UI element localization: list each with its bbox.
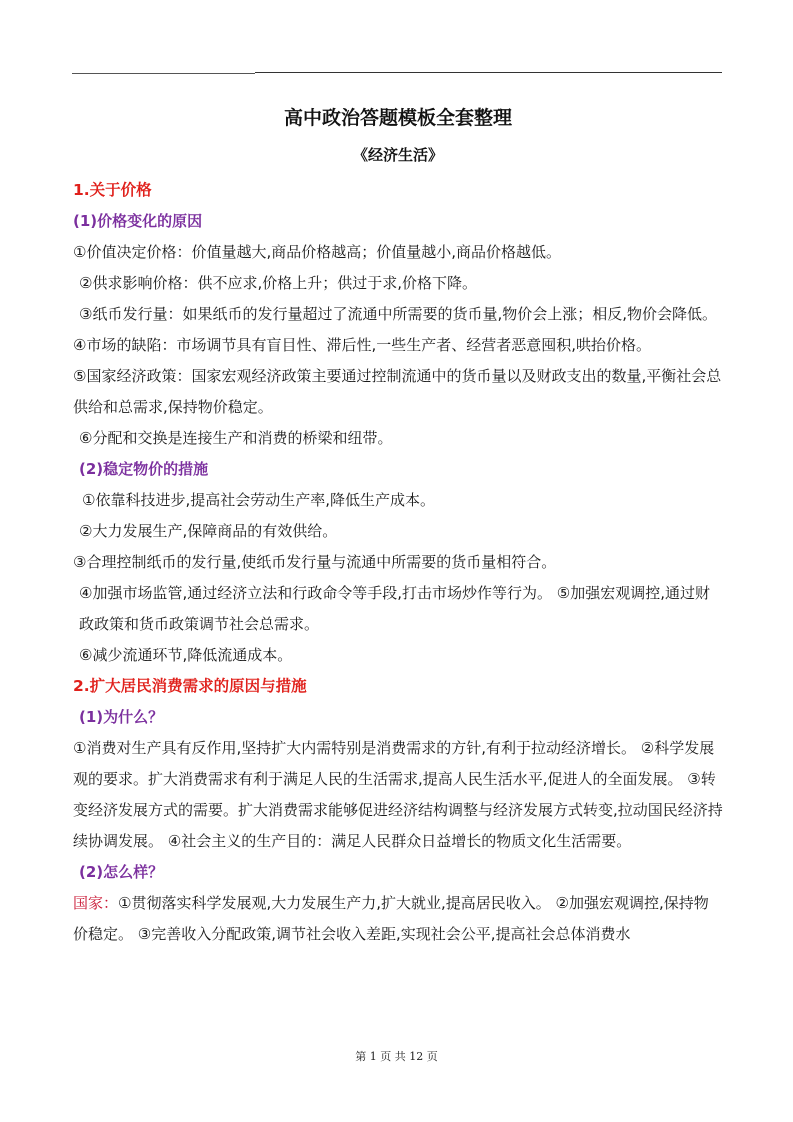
- document-subtitle: 《经济生活》: [352, 146, 443, 164]
- header-rule-right: [255, 72, 722, 73]
- section-2-subheading-2: (2)怎么样？: [79, 863, 164, 881]
- price-cause-1: ①价值决定价格：价值量越大,商品价格越高；价值量越小,商品价格越低。: [73, 243, 561, 261]
- consumption-measures-state: [73, 888, 723, 950]
- section-1-subheading-1: (1)价格变化的原因: [73, 212, 203, 230]
- price-cause-5: ⑤国家经济政策：国家宏观经济政策主要通过控制流通中的货币量以及财政支出的数量,平衡社会总供给和总需求,保持物价稳定。: [73, 367, 722, 416]
- price-cause-4: ④市场的缺陷：市场调节具有盲目性、滞后性,一些生产者、经营者恶意囤积,哄抬价格。: [73, 336, 651, 354]
- price-measure-3: ③合理控制纸币的发行量,使纸币发行量与流通中所需要的货币量相符合。: [73, 553, 557, 571]
- document-body: [73, 104, 723, 950]
- section-1-heading: 1.关于价格: [73, 181, 152, 199]
- price-measure-2: ②大力发展生产,保障商品的有效供给。: [79, 522, 338, 540]
- section-2-heading: 2.扩大居民消费需求的原因与措施: [73, 677, 307, 695]
- page-footer: 第 1 页 共 12 页: [355, 1050, 438, 1063]
- header-rule-left: [72, 73, 255, 74]
- price-measure-4-5: ④加强市场监管,通过经济立法和行政命令等手段,打击市场炒作等行为。 ⑤加强宏观调控,通过财政政策和货币政策调节社会总需求。: [79, 584, 710, 633]
- consumption-reasons: ①消费对生产具有反作用,坚持扩大内需特别是消费需求的方针,有利于拉动经济增长。 ②科学发展观的要求。扩大消费需求有利于满足人民的生活需求,提高人民生活水平,促进人的全面发展。 ③转变经济发展方式的需要。扩大消费需求能够促进经济结构调整与经济发展方式转变,拉动国民经济持续协调发展。 ④社会主义的生产目的：满足人民群众日益增长的物质文化生活需要。: [73, 739, 723, 850]
- price-measure-1: ①依靠科技进步,提高社会劳动生产率,降低生产成本。: [82, 491, 435, 509]
- state-measures-text: ①贯彻落实科学发展观,大力发展生产力,扩大就业,提高居民收入。 ②加强宏观调控,保持物价稳定。 ③完善收入分配政策,调节社会收入差距,实现社会公平,提高社会总体消费水: [73, 894, 709, 943]
- state-label: 国家：: [73, 894, 119, 912]
- price-cause-2: ②供求影响价格：供不应求,价格上升；供过于求,价格下降。: [79, 274, 477, 292]
- price-measure-6: ⑥减少流通环节,降低流通成本。: [79, 646, 293, 664]
- section-1-subheading-2: (2)稳定物价的措施: [79, 460, 209, 478]
- price-cause-3: ③纸币发行量：如果纸币的发行量超过了流通中所需要的货币量,物价会上涨；相反,物价会降低。: [79, 305, 717, 323]
- price-cause-6: ⑥分配和交换是连接生产和消费的桥梁和纽带。: [79, 429, 393, 447]
- section-2-subheading-1: (1)为什么？: [79, 708, 164, 726]
- document-title: 高中政治答题模板全套整理: [283, 107, 512, 129]
